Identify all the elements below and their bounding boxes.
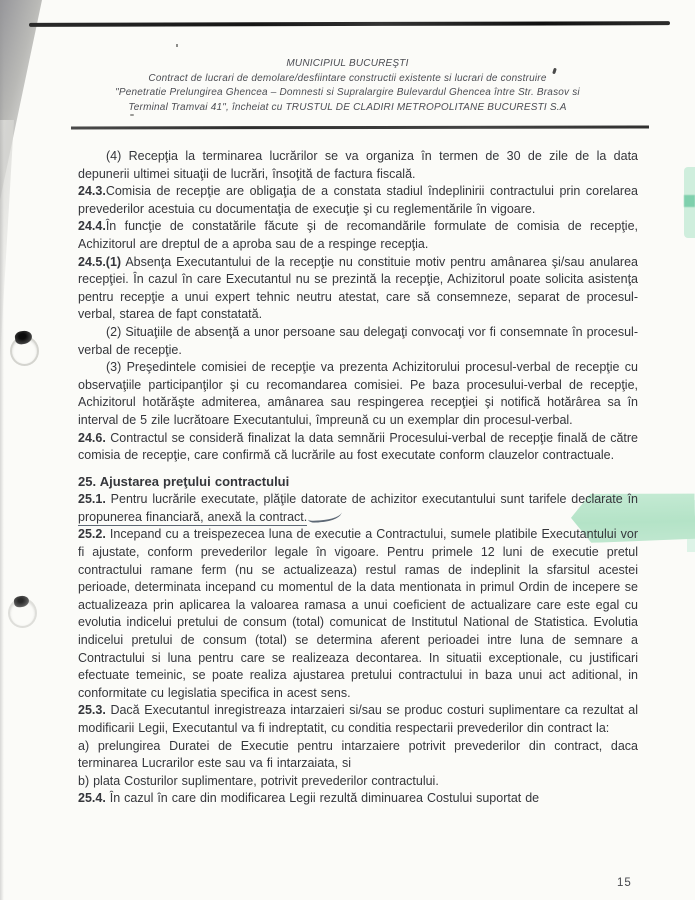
header-institution: MUNICIPIUL BUCUREŞTI <box>286 58 409 69</box>
scan-left-edge <box>0 0 4 900</box>
clause-24-5-2: (2) Situaţiile de absenţă a unor persoane sau delegaţi convocaţi vor fi consemnate în procesul-verbal de recepţie. <box>78 324 638 357</box>
green-edge-tab-band <box>684 195 695 207</box>
header-contractor: Terminal Tramvai 41", încheiat cu TRUSTUL DE CLADIRI METROPOLITANE BUCURESTI S.A <box>128 101 567 113</box>
clause-25-4: 25.4. În cazul în care din modificarea Legii rezultă diminuarea Costului suportat de <box>78 791 540 806</box>
clause-24-2-4: (4) Recepţia la terminarea lucrărilor se va organiza în termen de 30 de zile de la data depunerii ultimei situaţii de lucrări, însoţită de factura fiscală. <box>78 149 638 181</box>
pen-underlined-text: propunerea financiară, anexă la contract. <box>78 509 308 524</box>
header-project-name: "Penetratie Prelungirea Ghencea – Domnesti si Supralargire Bulevardul Ghencea între Str. Brasov si <box>115 87 580 98</box>
clause-25-2: 25.2. Incepand cu a treispezecea luna de executie a Contractului, sumele platibile Executantului vor fi ajustate, conform prevederilor legale în vigoare. Pentru primele 12 luni de executie pretul contractului ramane ferm (nu se actualizeaza) restul ramas de indeplinit la sfarsitul acestei perioade, determinata incepand cu momentul de la data mentionata in primul Ordin de incepere se actualizeaza prin aplicarea la valoarea ramasa a unui coeficient de actualizare care este egal cu evolutia indicelui pretului de consum (total) comunicat de Institutul National de Statistica. Evolutia indicelui pretului de consum (total) se determina aferent perioadei intre luna de semnare a Contractului si luna pentru care se realizeaza decontarea. In situatii exceptionale, cu justificari efectuate temeinic, se poate realiza ajustarea pretului contractului in baza unui act aditional, in conformitate cu legislatia specifica in acest sens. <box>78 527 638 700</box>
clause-24-5-1: 24.5.(1) Absenţa Executantului de la recepţie nu constituie motiv pentru amânarea şi/sau anularea recepţiei. În cazul în care Executantul nu se prezintă la recepţie, Achizitorul poate solicita asistenţa pentru recepţie a unui expert tehnic neutru atestat, care să consemneze, separat de procesul-verbal, starea de fapt constatată. <box>78 254 638 322</box>
contract-body <box>78 148 638 808</box>
green-edge-tab <box>684 167 695 238</box>
section-25-heading: 25. Ajustarea preţului contractului <box>78 473 290 489</box>
clause-24-6: 24.6. Contractul se consideră finalizat la data semnării Procesului-verbal de recepţie finală de către comisia de recepţie, care confirmă că lucrările au fost executate conform clauzelor contractuale. <box>78 430 638 463</box>
clause-24-5-3: (3) Preşedintele comisiei de recepţie va prezenta Achizitorului procesul-verbal de recepţie cu observaţiile participanţilor şi cu recomandarea comisiei. Pe baza procesului-verbal de recepţie, Achizitorul hotărăşte admiterea, amânarea sau respingerea recepţiei şi notifică hotărârea sa în interval de 5 zile lucrătoare Executantului, împreună cu un exemplar din procesul-verbal. <box>78 360 638 427</box>
scan-speck <box>176 44 178 47</box>
header-contract-title: Contract de lucrari de demolare/desfiintare constructii existente si lucrari de construire <box>148 72 547 84</box>
clause-24-4: 24.4.În funcţie de constatările făcute şi de recomandările formulate de comisia de recepţie, Achizitorul are dreptul de a aproba sau de a respinge recepţia. <box>78 219 638 251</box>
header-divider <box>71 125 649 129</box>
clause-25-1: 25.1. Pentru lucrările executate, plăţile datorate de achizitor executantului sunt tarifele declarate în propunerea financiară, anexă la contract. <box>78 492 638 524</box>
clause-24-3: 24.3.Comisia de recepţie are obligaţia de a constata stadiul îndeplinirii contractului prin corelarea prevederilor acestuia cu documentaţia de execuţie şi cu reglementările în vigoare. <box>78 184 638 216</box>
page-number: 15 <box>617 877 632 889</box>
scan-top-line <box>29 21 670 27</box>
document-header <box>0 57 695 115</box>
hole-punch-mark <box>6 590 38 628</box>
clause-25-3: 25.3. Dacă Executantul inregistreaza intarzaieri si/sau se produc costuri suplimentare ca rezultat al modificarii Legii, Executantul va fi indreptatit, cu conditia respectarii prevederilor din contract la: <box>78 703 638 735</box>
hole-punch-mark <box>8 328 40 366</box>
clause-25-3-b: b) plata Costurilor suplimentare, potrivit prevederilor contractului. <box>78 773 439 788</box>
clause-25-3-a: a) prelungirea Duratei de Executie pentru intarzaiere potrivit prevederilor din contract, daca terminarea Lucrarilor este sau va fi intarzaiata, si <box>78 738 638 771</box>
